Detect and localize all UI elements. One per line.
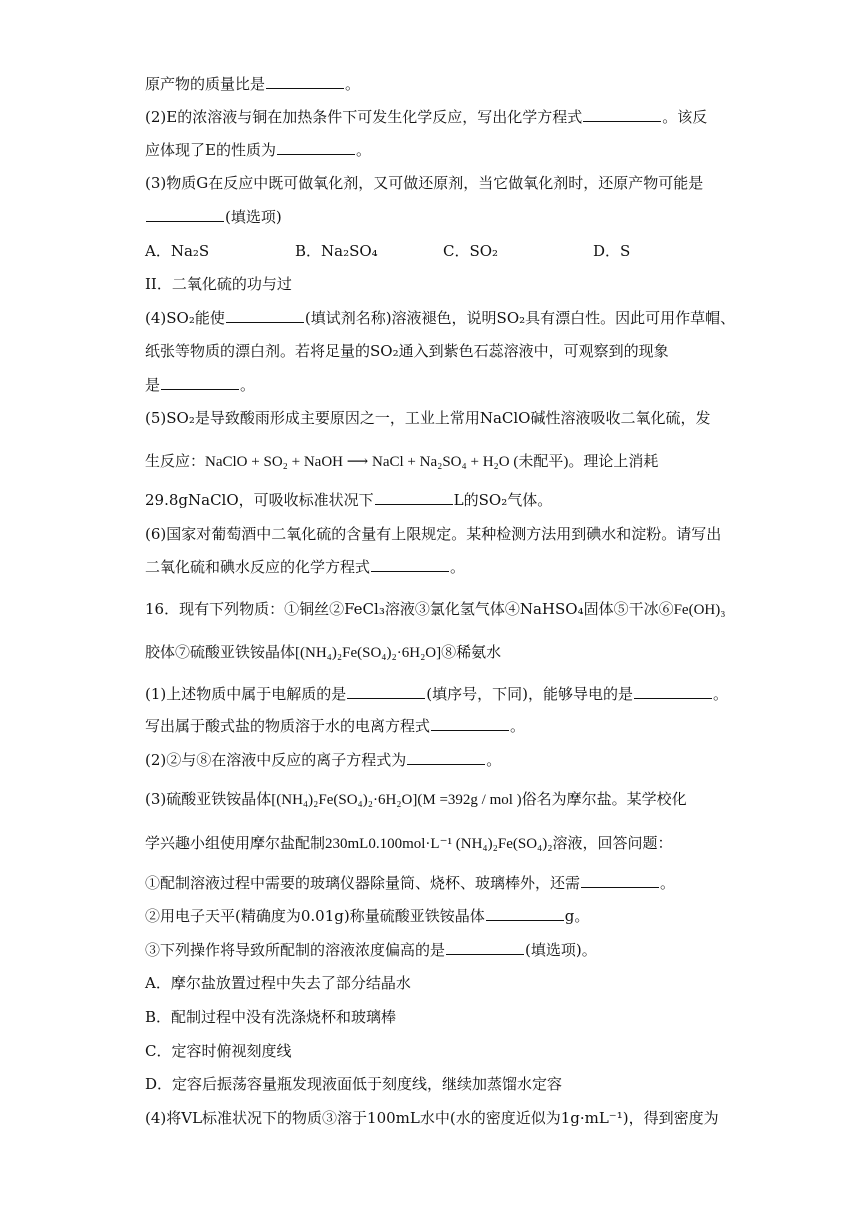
answer-blank (486, 906, 564, 921)
line-q16-cont: 胶体⑦硫酸亚铁铵晶体[(NH₄)₂Fe(SO₄)₂·6H₂O]⑧稀氨水 (145, 643, 502, 661)
section-heading: II．二氧化硫的功与过 (145, 275, 292, 293)
formula-mohr-salt: [(NH₄)₂Fe(SO₄)₂·6H₂O] (295, 645, 442, 661)
line-q6-cont: 二氧化硫和碘水反应的化学方程式 。 (145, 558, 466, 576)
line-q4-cont: 纸张等物质的漂白剂。若将足量的SO₂通入到紫色石蕊溶液中，可观察到的现象 (145, 342, 669, 360)
options-line (145, 240, 630, 262)
line-q6: (6)国家对葡萄酒中二氧化硫的含量有上限规定。某种检测方法用到碘水和淀粉。请写出 (145, 525, 722, 543)
line-q16: 16．现有下列物质：①铜丝②FeCl₃溶液③氯化氢气体④NaHSO₄固体⑤干冰⑥Fe(OH)₃ (145, 600, 726, 618)
option-a: A．Na₂S (145, 242, 210, 260)
line-q16-3-cont: 学兴趣小组使用摩尔盐配制230mL0.100mol·L⁻¹ (NH₄)₂Fe(SO₄)₂溶液，回答问题： (145, 834, 673, 852)
formula-fe-oh3: Fe(OH)₃ (673, 602, 726, 618)
formula-concentration: 230mL0.100mol·L⁻¹ (NH₄)₂Fe(SO₄)₂ (325, 836, 553, 852)
line-q16-3: (3)硫酸亚铁铵晶体[(NH₄)₂Fe(SO₄)₂·6H₂O](M =392g / mol )俗名为摩尔盐。某学校化 (145, 790, 687, 808)
line-q16-1: (1)上述物质中属于电解质的是 (填序号，下同)，能够导电的是 。 (145, 685, 728, 703)
line-sub3: ③下列操作将导致所配制的溶液浓度偏高的是 (填选项)。 (145, 941, 597, 959)
formula-mohr-salt-mass: [(NH₄)₂Fe(SO₄)₂·6H₂O](M =392g / mol ) (271, 792, 522, 808)
answer-blank (583, 107, 661, 122)
answer-blank (266, 74, 344, 89)
line-q3: (3)物质G在反应中既可做氧化剂，又可做还原剂，当它做氧化剂时，还原产物可能是 (145, 174, 704, 192)
option-d: D．S (593, 242, 631, 260)
reaction-equation: NaClO + SO₂ + NaOH ⟶ NaCl + Na₂SO₄ + H₂O (未配平) (205, 454, 569, 470)
line-q3-cont: (填选项) (145, 206, 282, 228)
choice-b: B．配制过程中没有洗涤烧杯和玻璃棒 (145, 1008, 397, 1026)
line-sub2: ②用电子天平(精确度为0.01g)称量硫酸亚铁铵晶体 g。 (145, 907, 590, 925)
answer-blank (226, 308, 304, 323)
line-q16-4: (4)将VL标准状况下的物质③溶于100mL水中(水的密度近似为1g·mL⁻¹)，得到密度为 (145, 1109, 719, 1127)
answer-blank (634, 684, 712, 699)
answer-blank (161, 375, 239, 390)
answer-blank (277, 140, 355, 155)
line-q5: (5)SO₂是导致酸雨形成主要原因之一，工业上常用NaClO碱性溶液吸收二氧化硫，发 (145, 409, 711, 427)
choice-c: C．定容时俯视刻度线 (145, 1042, 292, 1060)
line-q2: (2)E的浓溶液与铜在加热条件下可发生化学反应，写出化学方程式 。该反 (145, 108, 708, 126)
answer-blank (431, 716, 509, 731)
answer-blank (375, 490, 453, 505)
option-b: B．Na₂SO₄ (295, 242, 378, 260)
line-q4: (4)SO₂能使 (填试剂名称)溶液褪色，说明SO₂具有漂白性。因此可用作草帽、 (145, 309, 736, 327)
answer-blank (146, 207, 224, 222)
line-q5-cont: 29.8gNaClO，可吸收标准状况下 L的SO₂气体。 (145, 491, 553, 509)
answer-blank (581, 873, 659, 888)
line-q5-equation: 生反应：NaClO + SO₂ + NaOH ⟶ NaCl + Na₂SO₄ + H₂O (未配平)。理论上消耗 (145, 452, 659, 470)
line-q2-cont: 应体现了E的性质为 。 (145, 141, 371, 159)
line-q4-cont2: 是 。 (145, 376, 256, 394)
line-q16-2: (2)②与⑧在溶液中反应的离子方程式为 。 (145, 751, 502, 769)
answer-blank (446, 940, 524, 955)
answer-blank (407, 750, 485, 765)
choice-d: D．定容后振荡容量瓶发现液面低于刻度线，继续加蒸馏水定容 (145, 1075, 563, 1093)
line-q16-1-cont: 写出属于酸式盐的物质溶于水的电离方程式 。 (145, 717, 526, 735)
choice-a: A．摩尔盐放置过程中失去了部分结晶水 (145, 974, 411, 992)
answer-blank (371, 557, 449, 572)
line-1: 原产物的质量比是 。 (145, 75, 361, 93)
answer-blank (347, 684, 425, 699)
option-c: C．SO₂ (443, 242, 499, 260)
line-sub1: ①配制溶液过程中需要的玻璃仪器除量筒、烧杯、玻璃棒外，还需 。 (145, 874, 676, 892)
